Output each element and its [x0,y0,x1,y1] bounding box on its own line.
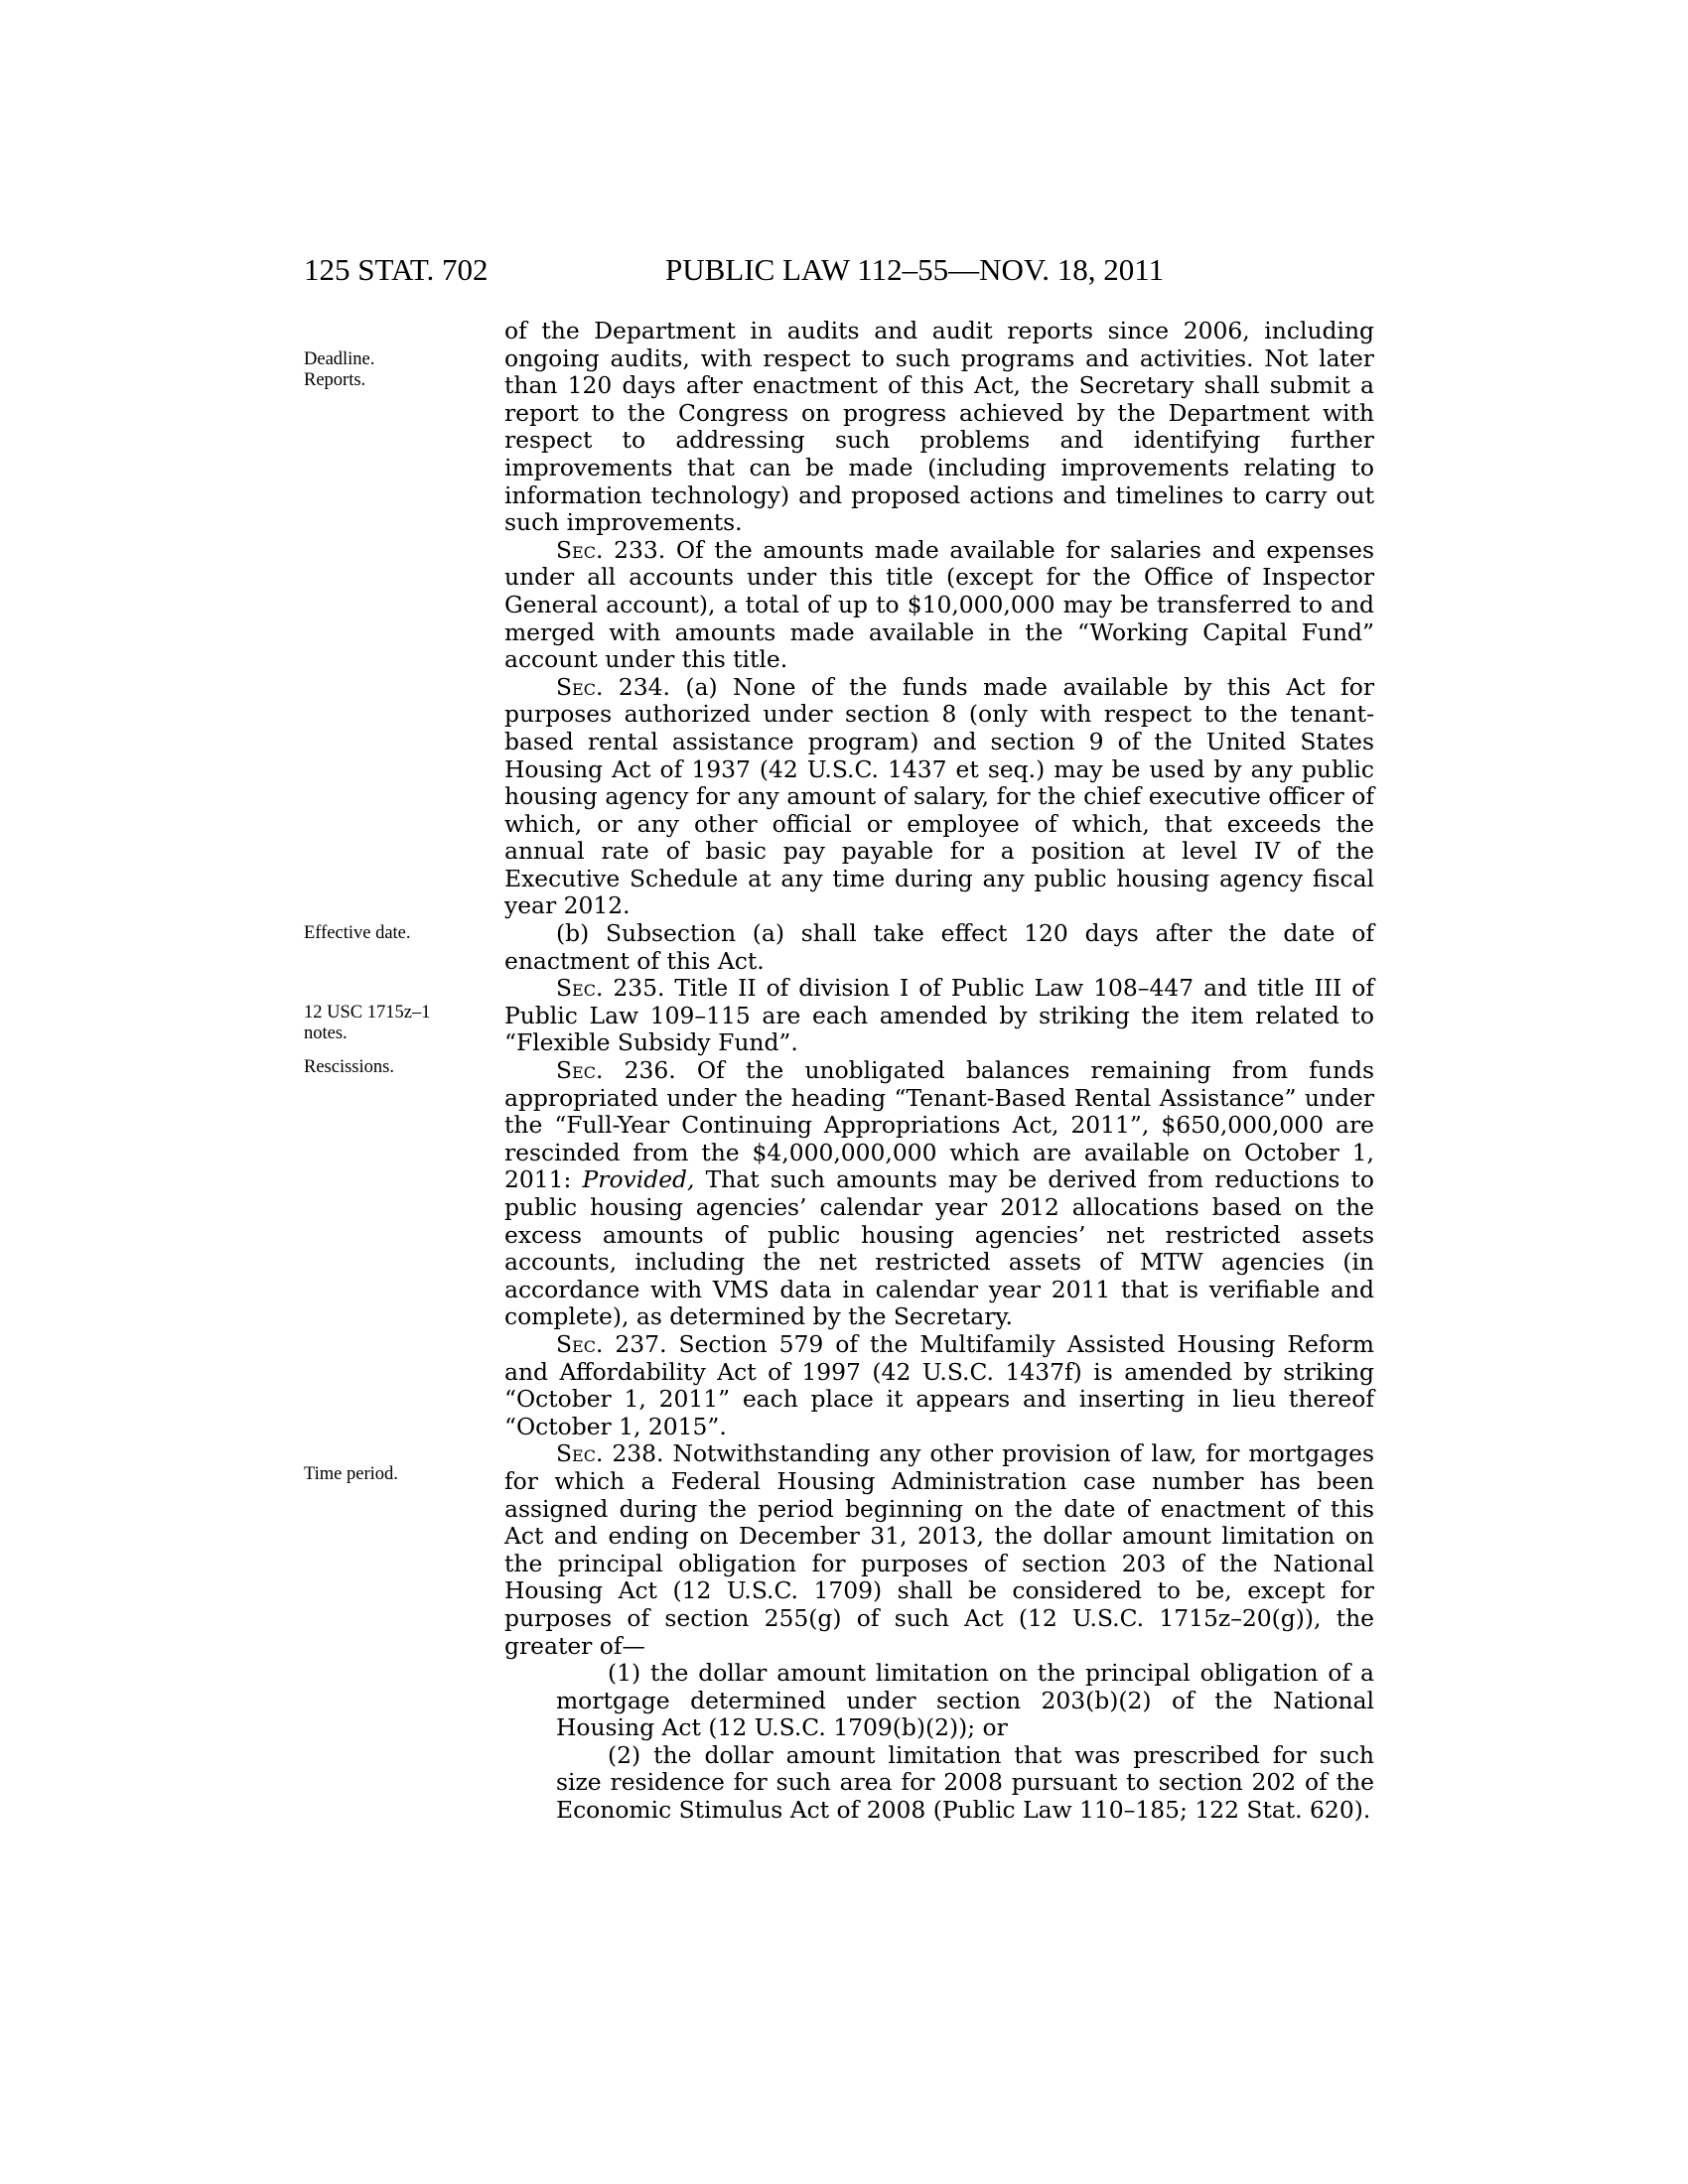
section-number: 234. [618,672,670,701]
section-238-item-1: (1) the dollar amount limitation on the principal obligation of a mortgage determined under section 203(b)(2) of the National Housing Act (12 U.S.C. 1709(b)(2)); or [556,1659,1374,1742]
section-number: 236. [624,1056,676,1085]
section-235 [504,975,1374,1057]
section-237 [504,1331,1374,1440]
section-234b: (b) Subsection (a) shall take effect 120 days after the date of enactment of this Act. [504,919,1374,975]
main-text-column [504,318,1374,1825]
section-label: Sec. [556,974,604,1003]
statute-page-number: 125 STAT. 702 [304,252,489,287]
section-text: Notwithstanding any other provision of law, for mortgages for which a Federal Housing Administration case number has been assigned during the period beginning on the date of enactment of this Act and ending on December 31, 2013, the dollar amount limitation on the principal obligation for purposes of section 203 of the National Housing Act (12 U.S.C. 1709) shall be considered to be, except for purposes of section 255(g) of such Act (12 U.S.C. 1715z–20(g)), the greater of— [504,1439,1374,1660]
provided-italic: Provided, [582,1165,695,1194]
paragraph-continuation: of the Department in audits and audit reports since 2006, including ongoing audits, with respect to such programs and activities. Not later than 120 days after enactment of this Act, the Secretary shall submit a report to the Congress on progress achieved by the Department with respect to addressing such problems and identifying further improvements that can be made (including improvements relating to information technology) and proposed actions and timelines to carry out such improvements. [504,317,1374,537]
margin-note-rescissions: Rescissions. [304,1057,394,1077]
section-number: 238. [612,1439,664,1468]
section-238-item-2: (2) the dollar amount limitation that was prescribed for such size residence for such area for 2008 pursuant to section 202 of the Economic Stimulus Act of 2008 (Public Law 110–185; 122 Stat. 620). [556,1740,1374,1825]
section-238 [504,1440,1374,1660]
section-number: 235. [613,974,665,1003]
section-text-continued: That such amounts may be derived from reductions to public housing agencies’ calendar year 2012 allocations based on the excess amounts of public housing agencies’ net restricted assets accounts, including the net restricted assets of MTW agencies (in accordance with VMS data in calendar year 2011 that is verifiable and complete), as determined by the Secretary. [504,1165,1374,1331]
margin-note-reports: Reports. [304,370,366,390]
section-234a [504,674,1374,920]
section-label: Sec. [556,1329,604,1358]
margin-note-time-period: Time period. [304,1464,398,1484]
public-law-title: PUBLIC LAW 112–55—NOV. 18, 2011 [665,252,1165,287]
section-text: Of the unobligated balances remaining from funds appropriated under the heading “Tenant-Based Rental Assistance” under the “Full-Year Continuing Appropriations Act, 2011”, $650,000,000 are rescinded from the $4,000,000,000 which are available on October 1, 2011: [504,1056,1375,1194]
section-text: Section 579 of the Multifamily Assisted Housing Reform and Affordability Act of 1997 (42 U.S.C. 1437f) is amended by striking “October 1, 2011” each place it appears and inserting in lieu thereof “October 1, 2015”. [504,1329,1374,1440]
page-header [304,252,1370,288]
margin-note-usc-notes: notes. [304,1024,348,1043]
section-text: (a) None of the funds made available by this Act for purposes authorized under section 8 (only with respect to the tenant-based rental assistance program) and section 9 of the United States Housing Act of 1937 (42 U.S.C. 1437 et seq.) may be used by any public housing agency for any amount of salary, for the chief executive officer of which, or any other official or employee of which, that exceeds the annual rate of basic pay payable for a position at level IV of the Executive Schedule at any time during any public housing agency fiscal year 2012. [504,672,1375,920]
section-number: 233. [614,535,666,564]
section-number: 237. [615,1329,667,1358]
section-label: Sec. [556,1056,604,1085]
section-233 [504,537,1374,674]
margin-note-deadline: Deadline. [304,349,375,369]
section-text: Title II of division I of Public Law 108–447 and title III of Public Law 109–115 are each amended by striking the item related to “Flexible Subsidy Fund”. [504,974,1374,1057]
margin-note-effective-date: Effective date. [304,923,411,943]
margin-note-usc-reference: 12 USC 1715z–1 [304,1003,431,1023]
section-label: Sec. [556,1439,604,1468]
section-236 [504,1057,1374,1331]
section-label: Sec. [556,535,604,564]
section-text: Of the amounts made available for salaries and expenses under all accounts under this title (except for the Office of Inspector General account), a total of up to $10,000,000 may be transferred to and merged with amounts made available in the “Working Capital Fund” account under this title. [504,535,1374,674]
section-label: Sec. [556,672,604,701]
